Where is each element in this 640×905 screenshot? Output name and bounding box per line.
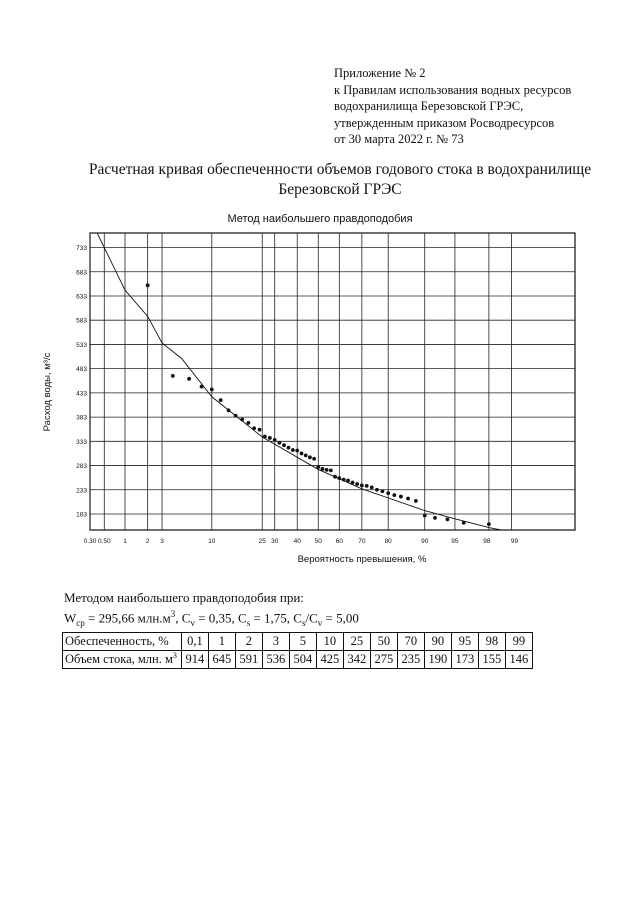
x-tick-label: 99 xyxy=(510,538,519,545)
table-cell: 591 xyxy=(235,651,262,669)
data-point xyxy=(433,516,437,520)
data-point xyxy=(210,388,214,392)
plot-frame xyxy=(90,233,575,530)
table-cell: 25 xyxy=(343,633,370,651)
data-point xyxy=(240,418,244,422)
data-point xyxy=(273,438,277,442)
data-point xyxy=(187,377,191,381)
data-point xyxy=(406,497,410,501)
table-cell: 504 xyxy=(289,651,316,669)
y-tick-label: 183 xyxy=(76,511,87,519)
data-point xyxy=(291,448,295,452)
y-tick-label: 283 xyxy=(76,463,87,471)
data-point xyxy=(146,283,150,287)
title-line: Березовской ГРЭС xyxy=(278,181,402,198)
y-axis-labels xyxy=(76,245,87,518)
x-tick-label: 25 xyxy=(258,538,266,545)
data-point xyxy=(200,385,204,389)
y-tick-label: 383 xyxy=(76,414,87,422)
table-cell: 70 xyxy=(397,633,424,651)
data-point xyxy=(300,452,304,456)
appendix-line: Приложение № 2 xyxy=(334,66,426,80)
data-point xyxy=(342,478,346,482)
y-tick-label: 733 xyxy=(76,245,87,253)
data-point xyxy=(365,484,369,488)
table-row xyxy=(63,651,533,669)
data-point xyxy=(346,479,350,483)
appendix-line: утвержденным приказом Росводресурсов xyxy=(334,115,555,130)
appendix-line: от 30 марта 2022 г. № 73 xyxy=(334,132,464,146)
table-cell: 10 xyxy=(316,633,343,651)
data-point xyxy=(386,491,390,495)
table-cell: 99 xyxy=(505,633,532,651)
data-point xyxy=(392,493,396,497)
data-point xyxy=(325,468,329,472)
table-cell: 425 xyxy=(316,651,343,669)
table-cell: 146 xyxy=(505,651,532,669)
table-cell: 95 xyxy=(451,633,478,651)
y-tick-label: 333 xyxy=(76,438,87,446)
x-tick-label: 30 xyxy=(271,538,279,545)
data-point xyxy=(171,374,175,378)
data-point xyxy=(381,489,385,493)
data-point xyxy=(268,436,272,440)
y-axis-title: Расход воды, м³/с xyxy=(42,352,53,432)
y-tick-label: 583 xyxy=(76,317,87,325)
data-point xyxy=(360,484,364,488)
data-point xyxy=(227,408,231,412)
appendix-line: к Правилам использования водных ресурсов xyxy=(334,82,572,97)
table-cell: 2 xyxy=(235,633,262,651)
appendix-line: водохранилища Березовской ГРЭС, xyxy=(334,99,524,113)
table-cell: 235 xyxy=(397,651,424,669)
table-cell: 0,1 xyxy=(181,633,208,651)
data-point xyxy=(399,495,403,499)
x-tick-label: 2 xyxy=(145,538,150,545)
x-tick-label: 40 xyxy=(293,538,301,545)
data-point xyxy=(462,521,466,525)
table-cell: 275 xyxy=(370,651,397,669)
data-point xyxy=(308,455,312,459)
y-tick-label: 483 xyxy=(76,366,87,374)
y-tick-label: 533 xyxy=(76,341,87,349)
table-cell: 3 xyxy=(262,633,289,651)
data-point xyxy=(304,453,308,457)
x-tick-label: 98 xyxy=(483,538,491,545)
x-tick-label: 3 xyxy=(160,538,164,545)
x-tick-label: 60 xyxy=(335,538,343,545)
data-point xyxy=(423,514,427,518)
row-header: Обеспеченность, % xyxy=(63,633,182,651)
x-tick-label: 0.30 xyxy=(83,538,97,545)
data-point xyxy=(355,482,359,486)
x-tick-label: 1 xyxy=(123,538,127,545)
data-point xyxy=(258,428,262,432)
title-line: Расчетная кривая обеспеченности объемов годового стока в водохранилище xyxy=(88,161,592,178)
table-cell: 90 xyxy=(424,633,451,651)
x-tick-label: 0.50 xyxy=(97,538,111,545)
data-point xyxy=(263,435,267,439)
params-heading: Методом наибольшего правдоподобия при: xyxy=(64,590,304,605)
data-point xyxy=(333,475,337,479)
data-point xyxy=(414,499,418,503)
data-point xyxy=(351,481,355,485)
data-point xyxy=(312,457,316,461)
table-cell: 342 xyxy=(343,651,370,669)
data-point xyxy=(278,441,282,445)
table-cell: 645 xyxy=(208,651,235,669)
x-tick-label: 95 xyxy=(451,538,459,545)
table-cell: 5 xyxy=(289,633,316,651)
table-cell: 190 xyxy=(424,651,451,669)
data-point xyxy=(370,485,374,489)
table-row xyxy=(63,633,533,651)
x-tick-label: 70 xyxy=(358,538,366,545)
row-header: Объем стока, млн. $м^3$ xyxy=(63,651,182,669)
chart-title: Метод наибольшего правдоподобия xyxy=(227,213,413,225)
data-point xyxy=(337,476,341,480)
y-tick-label: 683 xyxy=(76,269,87,277)
table-cell: 914 xyxy=(181,651,208,669)
table-cell: 173 xyxy=(451,651,478,669)
x-tick-label: 90 xyxy=(421,538,429,545)
data-point xyxy=(446,517,450,521)
data-point xyxy=(321,467,325,471)
x-axis-title: Вероятность превышения, % xyxy=(297,554,427,565)
table-cell: 50 xyxy=(370,633,397,651)
x-axis-labels xyxy=(84,538,519,545)
table-cell: 98 xyxy=(478,633,505,651)
data-point xyxy=(329,469,333,473)
data-point xyxy=(246,421,250,425)
y-tick-label: 433 xyxy=(76,390,87,398)
parameters-block xyxy=(64,590,359,631)
y-tick-label: 233 xyxy=(76,487,87,495)
data-point xyxy=(316,465,320,469)
data-point xyxy=(487,522,491,526)
data-point xyxy=(375,488,379,492)
data-point xyxy=(252,426,256,430)
x-tick-label: 50 xyxy=(314,538,322,545)
data-point xyxy=(219,398,223,402)
data-point xyxy=(234,414,238,418)
data-point xyxy=(282,443,286,447)
y-tick-label: 633 xyxy=(76,293,87,301)
data-point xyxy=(287,446,291,450)
chart-grid xyxy=(90,233,575,530)
table-cell: 155 xyxy=(478,651,505,669)
x-tick-label: 10 xyxy=(208,538,216,545)
table-cell: 536 xyxy=(262,651,289,669)
params-values: $W_{ср} = 295,66$ $млн.м^3$, $C_v = 0,35$, $C_s = 1,75$, $C_s/C_v = 5,00$ xyxy=(64,609,359,628)
x-tick-label: 80 xyxy=(384,538,392,545)
data-point xyxy=(295,449,299,453)
results-table xyxy=(62,632,533,669)
table-cell: 1 xyxy=(208,633,235,651)
